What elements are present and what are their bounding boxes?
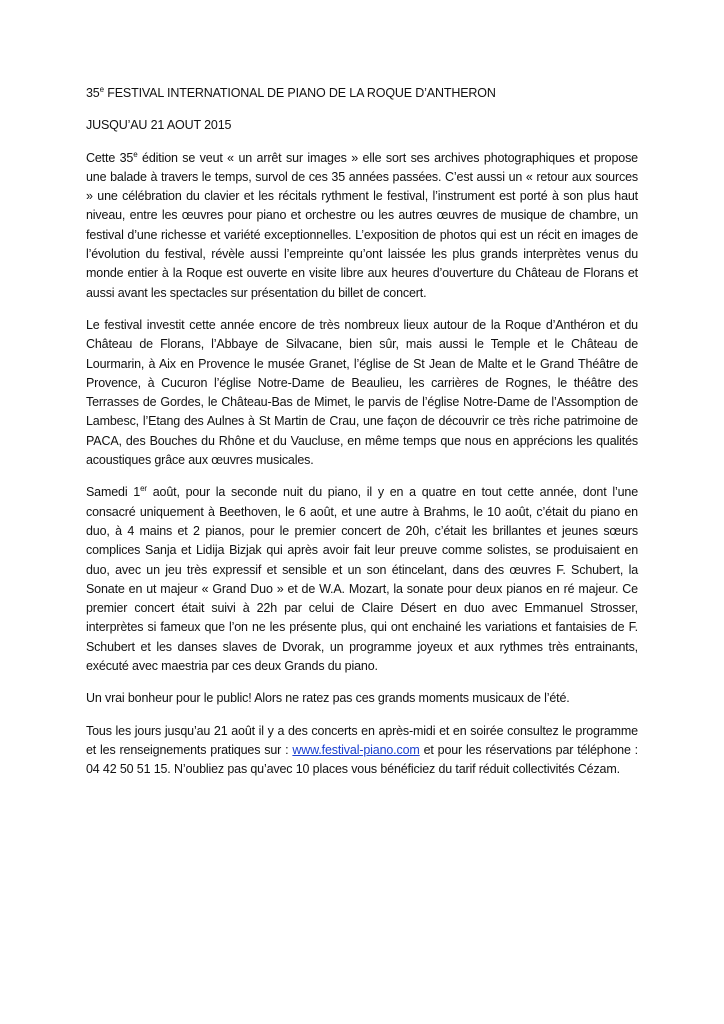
festival-website-link[interactable]: www.festival-piano.com xyxy=(292,742,420,757)
paragraph-concert-superscript: er xyxy=(140,484,147,494)
paragraph-venues: Le festival investit cette année encore de très nombreux lieux autour de la Roque d’Anthéron et du Château de Florans, l’Abbaye de Silvacane, bien sûr, mais aussi le Temple et le Château de Lourmarin, à Aix en Provence le musée Granet, l’église de St Jean de Malte et le Grand Théâtre de Provence, à Cucuron l’église Notre-Dame de Beaulieu, les carrières de Rognes, le théâtre des Terrasses de Gordes, le Château-Bas de Mimet, le parvis de l’église Notre-Dame de l’Assomption de Lambesc, l’Etang des Aulnes à St Martin de Crau, une façon de découvrir ce très riche patrimoine de PACA, des Bouches du Rhône et du Vaucluse, en même temps que nous en apprécions les qualités acoustiques grâce aux œuvres musicales. xyxy=(86,317,638,468)
paragraph-edition-superscript: e xyxy=(133,149,138,159)
paragraph-info xyxy=(86,722,638,780)
paragraph-conclusion: Un vrai bonheur pour le public! Alors ne ratez pas ces grands moments musicaux de l’été. xyxy=(86,691,570,706)
title-number: 35 xyxy=(86,86,100,100)
title-superscript: e xyxy=(99,85,104,94)
paragraph-info-start: Tous les jours jusqu’au 21 août il y a des concerts en après-midi et en soirée consultez le programme et les renseignements pratiques sur : xyxy=(86,723,638,757)
paragraph-info-end: et pour les réservations par téléphone : 04 42 50 51 15. N’oubliez pas qu’avec 10 places vous bénéficiez du tarif réduit collectivités Cézam. xyxy=(86,742,638,777)
document-title xyxy=(86,84,638,103)
document-subtitle: JUSQU’AU 21 AOUT 2015 xyxy=(86,118,232,133)
paragraph-edition-body: édition se veut « un arrêt sur images » elle sort ses archives photographiques et propose une balade à travers le temps, survol de ces 35 années passées. C’est aussi un « retour aux sources » une célébration du clavier et les récitals rythment le festival, l’instrument est porté à son plus haut niveau, entre les œuvres pour piano et orchestre ou les autres œuvres de musique de chambre, un festival d’une richesse et variété exceptionnelles. L’exposition de photos qui est un récit en images de l’évolution du festival, révèle aussi l’empreinte qu’ont laissée les plus grands interprètes venus du monde entier à la Roque est ouverte en visite libre aux heures d’ouverture du Château de Florans et aussi avant les spectacles sur présentation du billet de concert. xyxy=(86,150,638,300)
paragraph-edition-start: Cette 35 xyxy=(86,150,134,165)
document-page xyxy=(86,84,638,793)
paragraph-concert-body: août, pour la seconde nuit du piano, il y en a quatre en tout cette année, dont l’une consacré uniquement à Beethoven, le 6 août, et une autre à Brahms, le 10 août, c’était du piano en duo, à 4 mains et 2 pianos, pour le premier concert de 20h, c’était les brillantes et jeunes sœurs complices Sanja et Lidija Bizjak qui après avoir fait leur preuve comme solistes, se produisaient en duo, avec un jeu très expressif et sensible et un son étincelant, dans des œuvres F. Schubert, la Sonate en ut majeur « Grand Duo » et de W.A. Mozart, la sonate pour deux pianos en ré majeur. Ce premier concert était suivi à 22h par celui de Claire Désert en duo avec Emmanuel Strosser, interprètes si fameux que l’on ne les présente plus, qui ont enchainé les variations et fantaisies de F. Schubert et les danses slaves de Dvorak, un programme joyeux et aux rythmes très entrainants, exécuté avec maestria par ces deux Grands du piano. xyxy=(86,485,639,674)
paragraph-concert-start: Samedi 1 xyxy=(86,485,141,500)
paragraph-concert-review xyxy=(86,483,638,676)
title-text: FESTIVAL INTERNATIONAL DE PIANO DE LA ROQUE D’ANTHERON xyxy=(103,86,496,100)
paragraph-edition xyxy=(86,149,638,303)
